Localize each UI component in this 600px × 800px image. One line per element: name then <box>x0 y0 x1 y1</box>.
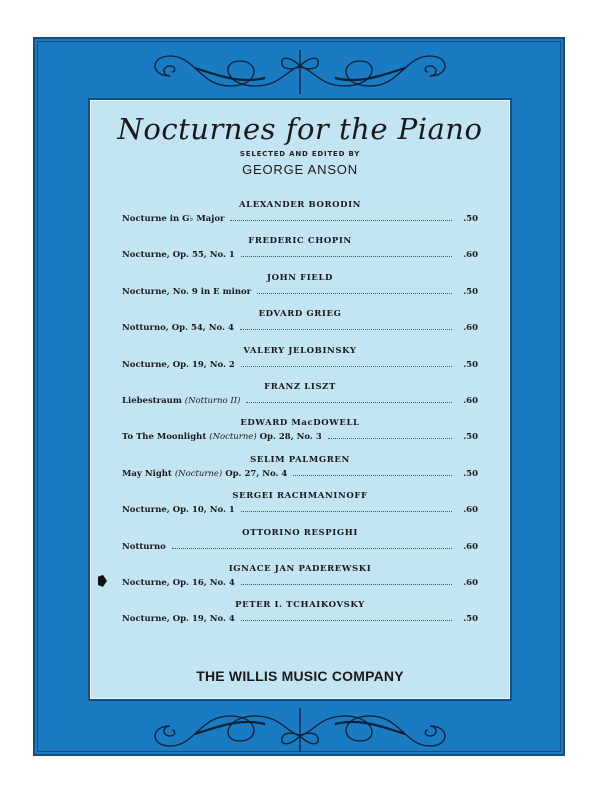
contents-entry <box>122 416 478 452</box>
flourish-ornament-top-icon <box>140 46 460 98</box>
contents-entry <box>122 453 478 489</box>
dot-leader <box>240 329 452 330</box>
composer-name: IGNACE JAN PADEREWSKI <box>228 563 372 574</box>
work-line <box>122 430 478 444</box>
work-line <box>122 248 478 262</box>
contents-entry <box>122 489 478 525</box>
work-title: Nocturne, No. 9 in E minor <box>122 286 252 297</box>
contents-list <box>122 198 478 635</box>
work-title: To The Moonlight (Nocturne) Op. 28, No. 3 <box>122 432 322 443</box>
work-title: Nocturne in G♭ Major <box>122 214 225 224</box>
contents-entry <box>122 271 478 307</box>
cover-title: Nocturnes for the Piano <box>117 112 483 146</box>
work-title: Notturno <box>122 541 166 552</box>
composer-name: EDVARD GRIEG <box>258 309 342 320</box>
work-line <box>122 358 478 372</box>
work-line <box>122 503 478 517</box>
work-line <box>122 467 478 481</box>
work-line <box>122 540 478 554</box>
composer-name: EDWARD MacDOWELL <box>240 418 360 429</box>
pointer-marker-icon <box>98 575 107 587</box>
work-price: .60 <box>463 505 478 516</box>
cover-subtitle: SELECTED AND EDITED BY <box>239 150 361 158</box>
work-title: May Night (Nocturne) Op. 27, No. 4 <box>122 468 288 479</box>
work-title: Nocturne, Op. 19, No. 2 <box>122 359 235 370</box>
cover-editor: GEORGE ANSON <box>242 162 358 177</box>
composer-name: SERGEI RACHMANINOFF <box>232 491 368 502</box>
work-price: .50 <box>463 614 478 625</box>
composer-name: VALERY JELOBINSKY <box>243 345 357 356</box>
work-price: .50 <box>463 468 478 479</box>
dot-leader <box>328 438 452 439</box>
contents-entry <box>122 344 478 380</box>
composer-name: FREDERIC CHOPIN <box>248 236 352 247</box>
contents-panel <box>88 98 512 701</box>
dot-leader <box>246 402 452 403</box>
contents-entry <box>122 198 478 234</box>
composer-name: PETER I. TCHAIKOVSKY <box>235 600 365 611</box>
dot-leader <box>241 584 452 585</box>
work-price: .50 <box>463 359 478 370</box>
work-line <box>122 321 478 335</box>
work-price: .50 <box>463 432 478 443</box>
work-price: .60 <box>463 323 478 334</box>
work-line <box>122 212 478 226</box>
work-line <box>122 285 478 299</box>
work-price: .60 <box>463 250 478 261</box>
contents-entry <box>122 380 478 416</box>
work-line <box>122 394 478 408</box>
composer-name: FRANZ LISZT <box>264 381 336 392</box>
composer-name: JOHN FIELD <box>266 272 334 283</box>
work-line <box>122 612 478 626</box>
contents-entry <box>122 562 478 598</box>
work-title: Liebestraum (Notturno II) <box>122 395 241 406</box>
work-title: Nocturne, Op. 16, No. 4 <box>122 577 235 588</box>
dot-leader <box>241 256 452 257</box>
dot-leader <box>241 511 452 512</box>
dot-leader <box>241 620 452 621</box>
publisher-name: THE WILLIS MUSIC COMPANY <box>196 668 404 684</box>
work-price: .60 <box>463 577 478 588</box>
dot-leader <box>230 220 452 221</box>
work-price: .50 <box>463 214 478 224</box>
dot-leader <box>293 475 452 476</box>
contents-entry <box>122 598 478 634</box>
composer-name: SELIM PALMGREN <box>250 454 350 465</box>
work-title: Nocturne, Op. 19, No. 4 <box>122 614 235 625</box>
composer-name: ALEXANDER BORODIN <box>238 200 362 210</box>
dot-leader <box>241 366 452 367</box>
work-price: .60 <box>463 395 478 406</box>
contents-entry <box>122 526 478 562</box>
work-price: .50 <box>463 286 478 297</box>
dot-leader <box>172 548 452 549</box>
work-price: .60 <box>463 541 478 552</box>
work-line <box>122 576 478 590</box>
work-title: Nocturne, Op. 55, No. 1 <box>122 250 235 261</box>
flourish-ornament-bottom-icon <box>140 704 460 756</box>
contents-entry <box>122 307 478 343</box>
work-title: Nocturne, Op. 10, No. 1 <box>122 505 235 516</box>
composer-name: OTTORINO RESPIGHI <box>242 527 358 538</box>
contents-entry <box>122 234 478 270</box>
work-title: Notturno, Op. 54, No. 4 <box>122 323 234 334</box>
dot-leader <box>257 293 452 294</box>
